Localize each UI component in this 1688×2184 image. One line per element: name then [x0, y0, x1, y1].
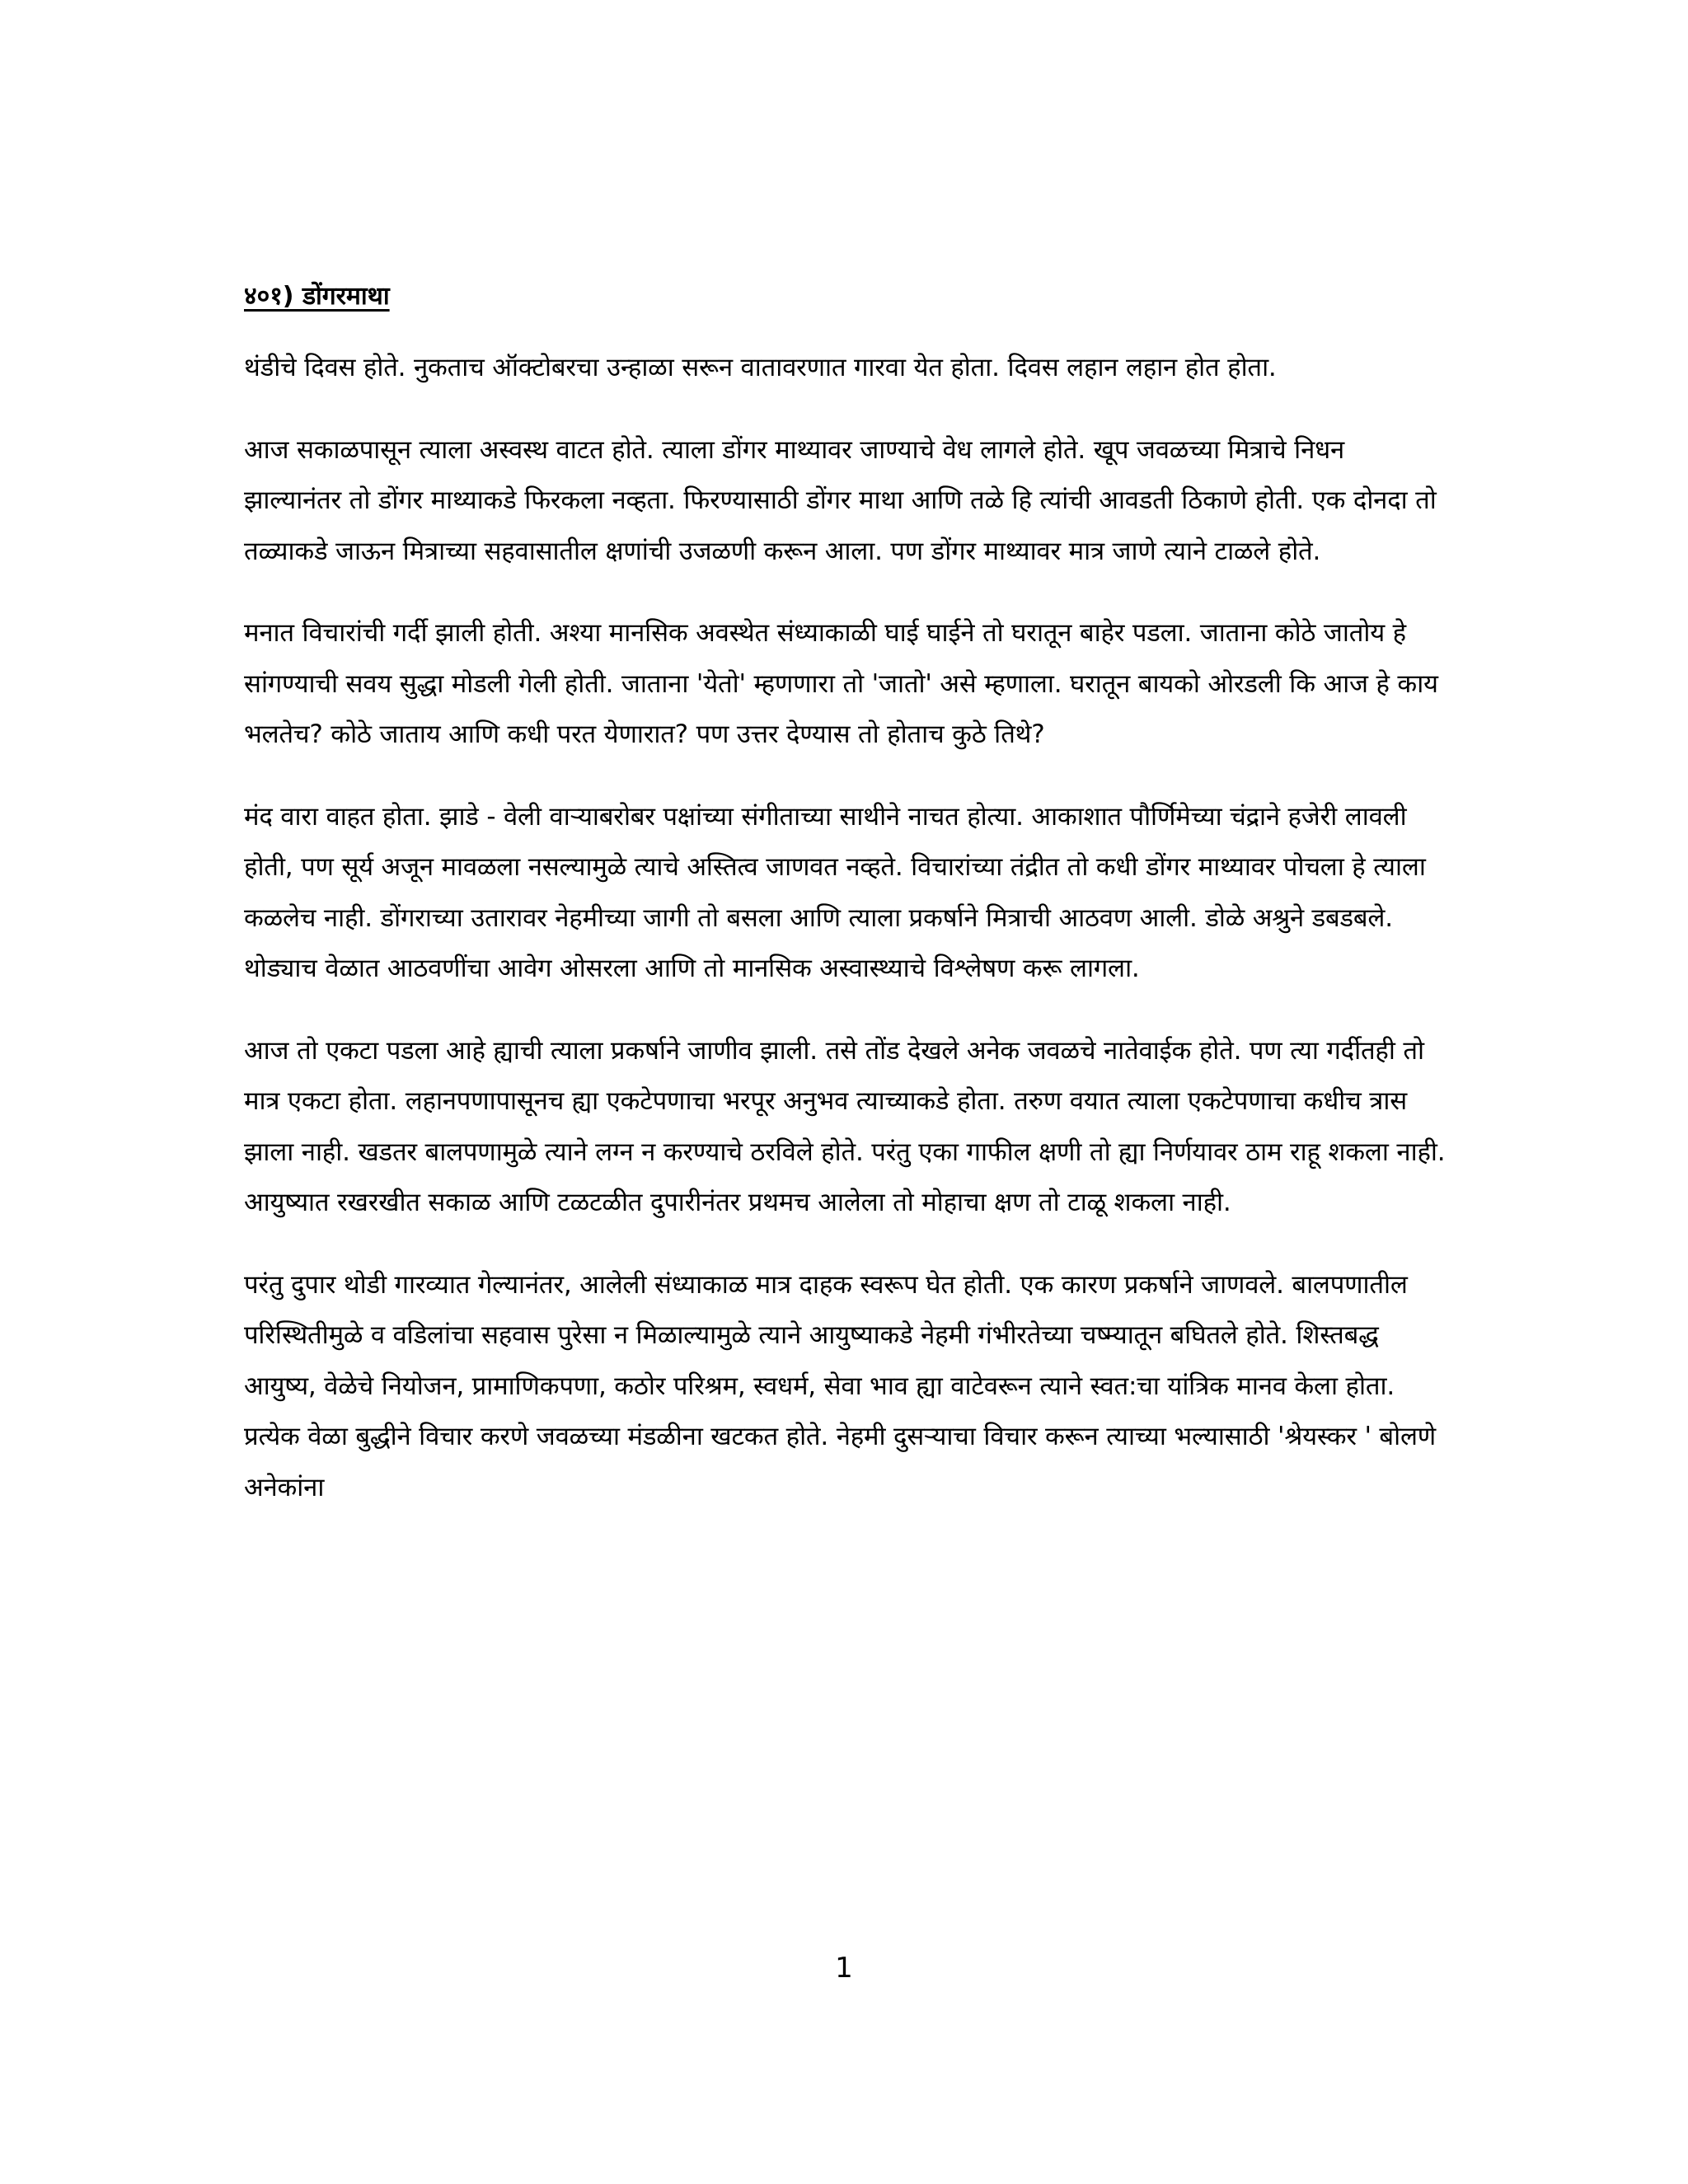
paragraph-3: मनात विचारांची गर्दी झाली होती. अश्या मानसिक अवस्थेत संध्याकाळी घाई घाईने तो घरातून बाहेर पडला. जाताना कोठे जातोय हे सांगण्याची सवय सुद्धा मोडली गेली होती. जाताना 'येतो' म्हणणारा तो 'जातो' असे म्हणाला. घरातून बायको ओरडली कि आज हे काय भलतेच? कोठे जाताय आणि कधी परत येणारात? पण उत्तर देण्यास तो होताच कुठे तिथे?	[244, 618, 1438, 749]
paragraph-2: आज सकाळपासून त्याला अस्वस्थ वाटत होते. त्याला डोंगर माथ्यावर जाण्याचे वेध लागले होते. खूप जवळच्या मित्राचे निधन झाल्यानंतर तो डोंगर माथ्याकडे फिरकला नव्हता. फिरण्यासाठी डोंगर माथा आणि तळे हि त्यांची आवडती ठिकाणे होती. एक दोनदा तो तळ्याकडे जाऊन मित्राच्या सहवासातील क्षणांची उजळणी करून आला. पण डोंगर माथ्यावर मात्र जाणे त्याने टाळले होते.	[244, 434, 1437, 566]
document-title: ४०१) डोंगरमाथा	[244, 282, 390, 311]
document-body	[244, 272, 1447, 1544]
page-number: 1	[835, 1952, 853, 1985]
paragraph-5: आज तो एकटा पडला आहे ह्याची त्याला प्रकर्षाने जाणीव झाली. तसे तोंड देखले अनेक जवळचे नातेवाईक होते. पण त्या गर्दीतही तो मात्र एकटा होता. लहानपणापासूनच ह्या एकटेपणाचा भरपूर अनुभव त्याच्याकडे होता. तरुण वयात त्याला एकटेपणाचा कधीच त्रास झाला नाही. खडतर बालपणामुळे त्याने लग्न न करण्याचे ठरविले होते. परंतु एका गाफील क्षणी तो ह्या निर्णयावर ठाम राहू शकला नाही. आयुष्यात रखरखीत सकाळ आणि टळटळीत दुपारीनंतर प्रथमच आलेला तो मोहाचा क्षण तो टाळू शकला नाही.	[244, 1035, 1446, 1217]
paragraph-4: मंद वारा वाहत होता. झाडे - वेली वाऱ्याबरोबर पक्षांच्या संगीताच्या साथीने नाचत होत्या. आकाशात पौर्णिमेच्या चंद्राने हजेरी लावली होती, पण सूर्य अजून मावळला नसल्यामुळे त्याचे अस्तित्व जाणवत नव्हते. विचारांच्या तंद्रीत तो कधी डोंगर माथ्यावर पोचला हे त्याला कळलेच नाही. डोंगराच्या उतारावर नेहमीच्या जागी तो बसला आणि त्याला प्रकर्षाने मित्राची आठवण आली. डोळे अश्रुने डबडबले. थोड्याच वेळात आठवणींचा आवेग ओसरला आणि तो मानसिक अस्वास्थ्याचे विश्लेषण करू लागला.	[244, 801, 1426, 983]
paragraph-1: थंडीचे दिवस होते. नुकताच ऑक्टोबरचा उन्हाळा सरून वातावरणात गारवा येत होता. दिवस लहान लहान होत होता.	[244, 353, 1277, 382]
paragraph-6: परंतु दुपार थोडी गारव्यात गेल्यानंतर, आलेली संध्याकाळ मात्र दाहक स्वरूप घेत होती. एक कारण प्रकर्षाने जाणवले. बालपणातील परिस्थितीमुळे व वडिलांचा सहवास पुरेसा न मिळाल्यामुळे त्याने आयुष्याकडे नेहमी गंभीरतेच्या चष्म्यातून बघितले होते. शिस्तबद्ध आयुष्य, वेळेचे नियोजन, प्रामाणिकपणा, कठोर परिश्रम, स्वधर्म, सेवा भाव ह्या वाटेवरून त्याने स्वत:चा यांत्रिक मानव केला होता. प्रत्येक वेळा बुद्धीने विचार करणे जवळच्या मंडळीना खटकत होते. नेहमी दुसऱ्याचा विचार करून त्याच्या भल्यासाठी 'श्रेयस्कर ' बोलणे अनेकांना	[244, 1269, 1436, 1502]
